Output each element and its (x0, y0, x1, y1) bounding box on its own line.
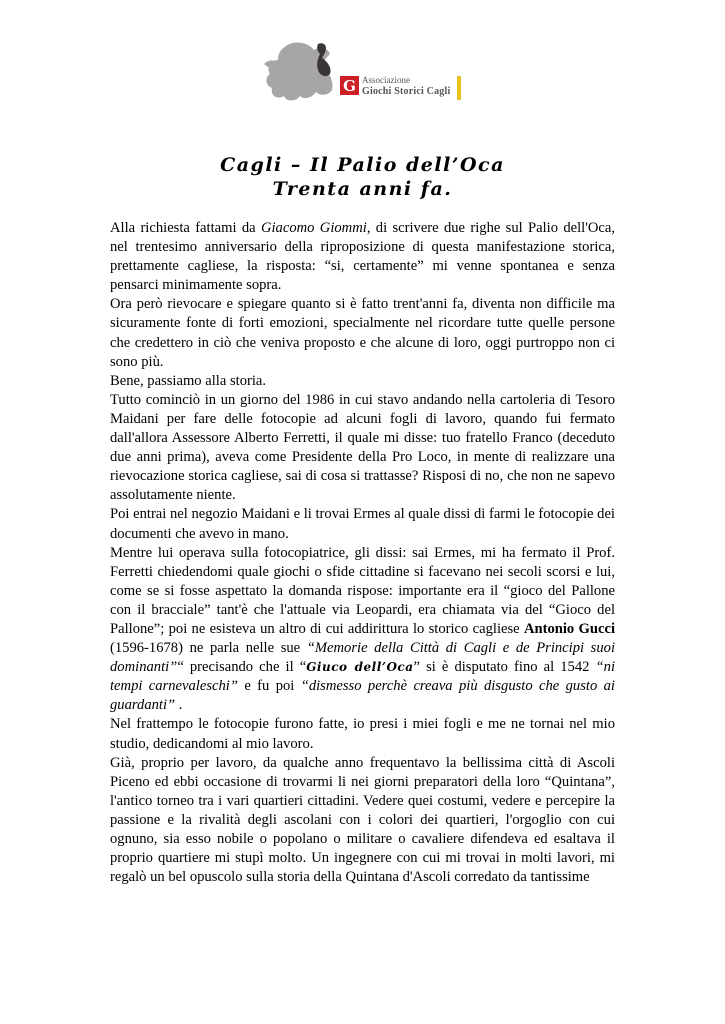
text-run: ” si è disputato fino al 1542 (413, 659, 596, 676)
text-run: Alla richiesta fattami da (110, 220, 261, 236)
paragraph-5: Poi entrai nel negozio Maidani e li trovai Ermes al quale dissi di farmi le fotocopie dei documenti che avevo in mano. (110, 506, 615, 542)
logo-association-name: Giochi Storici Cagli (362, 86, 451, 97)
page-title: Cagli – Il Palio dell’Oca (220, 154, 505, 176)
quote: “ni tempi carnevaleschi” (110, 659, 615, 695)
paragraph-3: Bene, passiamo alla storia. (110, 372, 267, 389)
game-name: Giuco dell’Oca (306, 660, 414, 675)
paragraph-2: Ora però rievocare e spiegare quanto si è fatto trent'anni fa, diventa non difficile ma sicuramente fonte di forti emozioni, specialmente nel ricordare tutte quelle persone che credettero in ciò che veniva proposto e che alcune di loro, oggi purtroppo non ci sono più. (110, 296, 615, 370)
book-title: “Memorie della Città di Cagli e de Principi suoi dominanti” (110, 640, 616, 676)
quote: “dismesso perchè creava più disgusto che gusto ai guardanti” (110, 678, 615, 714)
article-body (110, 219, 615, 887)
paragraph-4: Tutto cominciò in un giorno del 1986 in cui stavo andando nella cartoleria di Tesoro Maidani per fare delle fotocopie ad alcuni fogli di lavoro, quando fui fermato dall'allora Assessore Alberto Ferretti, il quale mi disse: tuo fratello Franco (deceduto due anni prima), aveva come Presidente della Pro Loco, in mente di realizzare una rievocazione storica cagliese, sai di cosa si trattasse? Risposi di no, che non ne sapevo assolutamente niente. (110, 391, 615, 504)
paragraph-7: Nel frattempo le fotocopie furono fatte, io presi i miei fogli e me ne tornai nel mio studio, dedicandomi al mio lavoro. (110, 716, 615, 752)
paragraph-1 (110, 219, 615, 295)
paragraph-8: Già, proprio per lavoro, da qualche anno frequentavo la bellissima città di Ascoli Piceno ed ebbi occasione di trovarmi li nei giorni preparatori della loro “Quintana”, l'antico torneo tra i vari quartieri cittadini. Vedere quei costumi, vedere e percepire la passione e la rivalità degli ascolani con i colori dei quartieri, l'orgoglio con cui ognuno, sia esso nobile o popolano o militare o cavaliere difendeva ed esaltava il proprio quartiere mi stupì molto. Un ingegnere con cui mi trovai in molti lavori, mi regalò un bel opuscolo sulla storia della Quintana d'Ascoli corredato da tantissime (110, 754, 615, 886)
association-logo (256, 40, 466, 110)
text-run: . (175, 697, 183, 714)
svg-text:G: G (343, 77, 356, 95)
goose-silhouette-icon (256, 40, 466, 110)
paragraph-6 (110, 544, 615, 716)
page-subtitle: Trenta anni fa. (272, 178, 453, 200)
historian-name: Antonio Gucci (523, 620, 615, 637)
text-run: e fu poi (237, 678, 301, 695)
text-run: “ precisando che il “ (177, 659, 307, 676)
text-run: (1596-1678) ne parla nelle sue (110, 640, 307, 657)
text-run: Mentre lui operava sulla fotocopiatrice, gli dissi: sai Ermes, mi ha fermato il Prof. Ferretti chiedendomi quale giochi o sfide cittadine si facevano nei secoli scorsi e lui, come se si fosse aspettato la domanda rispose: importante era il “gioco del Pallone con il bracciale” tant'è che l'attuale via Leopardi, era chiamata via del “Gioco del Pallone”; poi ne esisteva un altro di cui addirittura lo storico cagliese (110, 544, 615, 637)
author-name: Giacomo Giommi (260, 220, 367, 236)
text-run: , di scrivere due righe sul Palio dell'Oca, nel trentesimo anniversario della riproposizione di questa manifestazione storica, prettamente cagliese, la risposta: “si, certamente” mi venne spontanea e senza pensarci minimamente sopra. (110, 220, 615, 294)
logo-association-label: Associazione (362, 75, 410, 85)
